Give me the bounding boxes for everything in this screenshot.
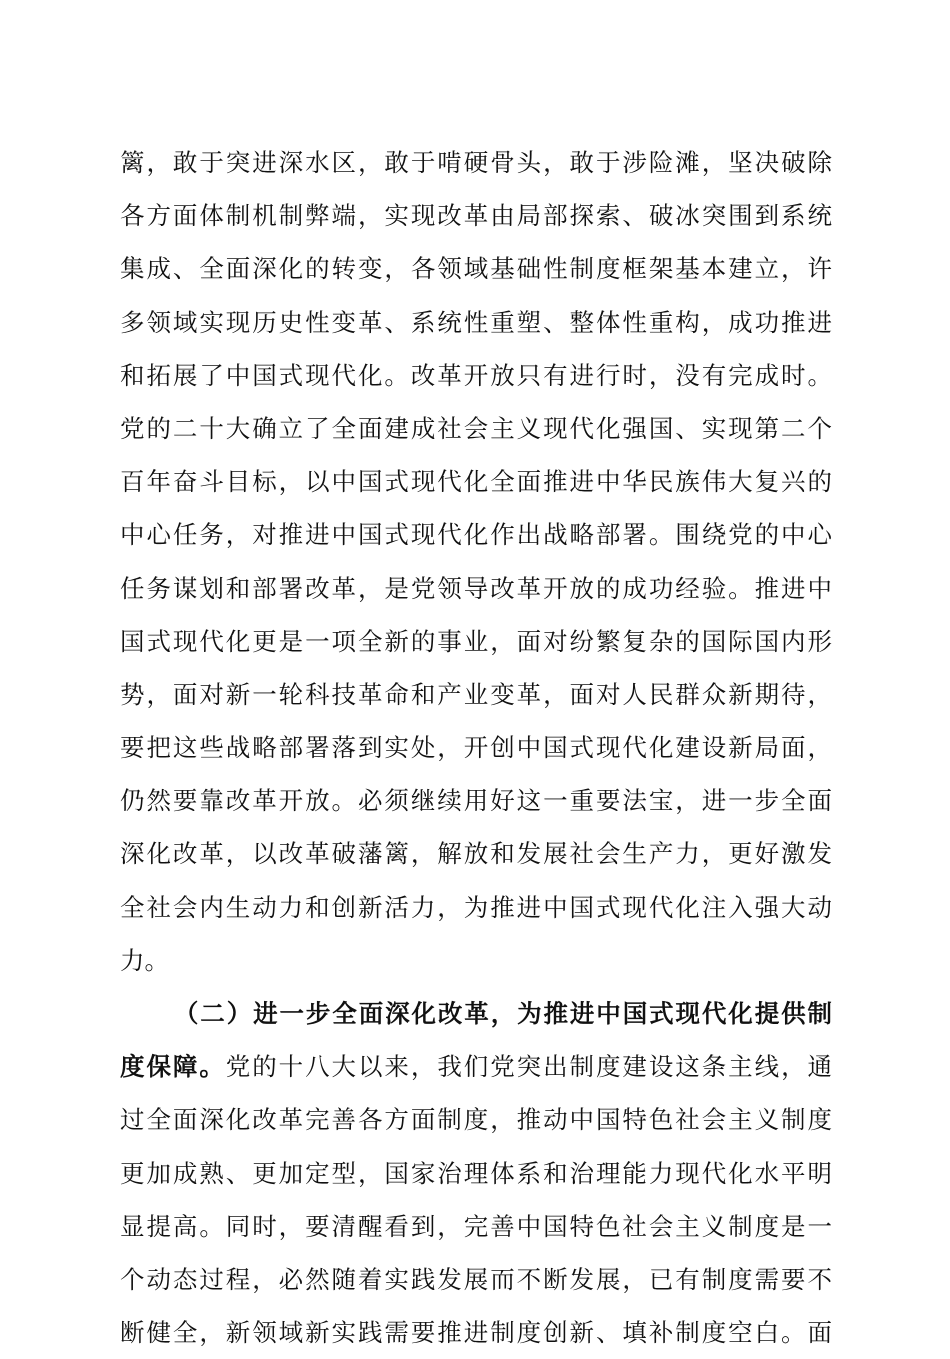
text-line: 力。 (120, 945, 169, 975)
text-line: 多领域实现历史性变革、系统性重塑、整体性重构，成功推进 (120, 307, 832, 337)
text-line: 百年奋斗目标，以中国式现代化全面推进中华民族伟大复兴的 (120, 467, 832, 497)
text-line: 各方面体制机制弊端，实现改革由局部探索、破冰突围到系统 (120, 201, 832, 231)
text-line: 全社会内生动力和创新活力，为推进中国式现代化注入强大动 (120, 892, 832, 922)
text-line: 中心任务，对推进中国式现代化作出战略部署。围绕党的中心 (120, 520, 832, 550)
section-text: 党的十八大以来，我们党突出制度建设这条主线，通 (225, 1052, 833, 1082)
text-line (120, 1040, 832, 1093)
text-line: 仍然要靠改革开放。必须继续用好这一重要法宝，进一步全面 (120, 786, 832, 816)
text-line: 集成、全面深化的转变，各领域基础性制度框架基本建立，许 (120, 254, 832, 284)
text-line: 过全面深化改革完善各方面制度，推动中国特色社会主义制度 (120, 1105, 832, 1135)
text-line: 个动态过程，必然随着实践发展而不断发展，已有制度需要不 (120, 1264, 832, 1294)
text-line: 国式现代化更是一项全新的事业，面对纷繁复杂的国际国内形 (120, 626, 832, 656)
text-line: 篱，敢于突进深水区，敢于啃硬骨头，敢于涉险滩，坚决破除 (120, 148, 832, 177)
text-line: 断健全，新领域新实践需要推进制度创新、填补制度空白。面 (120, 1318, 832, 1348)
text-line: 和拓展了中国式现代化。改革开放只有进行时，没有完成时。 (120, 360, 832, 390)
text-line: 更加成熟、更加定型，国家治理体系和治理能力现代化水平明 (120, 1158, 832, 1188)
text-line: 势，面对新一轮科技革命和产业变革，面对人民群众新期待， (120, 679, 832, 709)
section-heading-text: （二）进一步全面深化改革，为推进中国式现代化提供制 (172, 999, 832, 1028)
text-line: 深化改革，以改革破藩篱，解放和发展社会生产力，更好激发 (120, 839, 832, 869)
text-line: 显提高。同时，要清醒看到，完善中国特色社会主义制度是一 (120, 1211, 832, 1241)
text-line: 要把这些战略部署落到实处，开创中国式现代化建设新局面， (120, 733, 832, 763)
section-heading-tail: 度保障。 (120, 1052, 226, 1082)
body-text (120, 136, 832, 1359)
text-line: 任务谋划和部署改革，是党领导改革开放的成功经验。推进中 (120, 573, 832, 603)
section-heading (120, 987, 832, 1040)
text-line: 党的二十大确立了全面建成社会主义现代化强国、实现第二个 (120, 413, 832, 443)
